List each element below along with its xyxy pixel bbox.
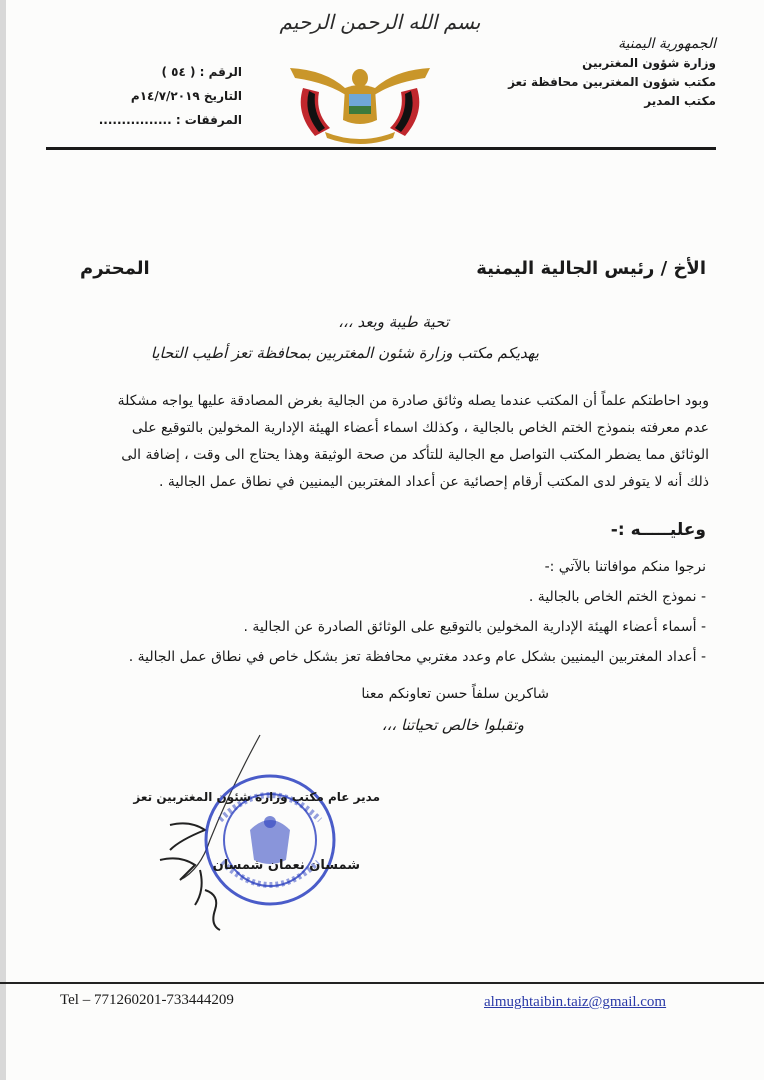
director-office: مكتب المدير xyxy=(644,94,716,108)
body-line: عدم معرفته بنموذج الختم الخاص بالجالية ، وكذلك اسماء أعضاء الهيئة الإدارية المخولين بالتوقيع على xyxy=(131,420,709,436)
letter-body xyxy=(57,388,709,496)
attachments: المرفقات : ................ xyxy=(98,113,242,127)
addressee: الأخ / رئيس الجالية اليمنية xyxy=(476,258,706,279)
page-edge xyxy=(0,0,6,1080)
letter-date: التاريخ ١٤/٧/٢٠١٩م xyxy=(130,89,242,103)
body-line: وبود احاطتكم علماً أن المكتب عندما يصله وثائق صادرة من الجالية بغرض المصادقة عليها يواجه مشكلة xyxy=(117,393,709,409)
reference-number: الرقم : ( ٥٤ ) xyxy=(161,65,242,79)
thanks-line: شاكرين سلفاً حسن تعاونكم معنا xyxy=(361,686,549,702)
list-item: - أعداد المغتربين اليمنيين بشكل عام وعدد مغتربي محافظة تعز بشكل خاص في نطاق عمل الجالية . xyxy=(128,649,706,665)
honorific: المحترم xyxy=(80,258,150,279)
footer-phone: Tel – 771260201-733444209 xyxy=(60,992,234,1008)
letterhead-right xyxy=(476,35,716,111)
yemen-eagle-emblem xyxy=(285,58,435,148)
closing-line: وتقبلوا خالص تحياتنا ،،، xyxy=(381,716,524,734)
greeting: تحية طيبة وبعد ،،، xyxy=(338,313,449,331)
list-item: - أسماء أعضاء الهيئة الإدارية المخولين بالتوقيع على الوثائق الصادرة عن الجالية . xyxy=(243,619,706,635)
header-rule xyxy=(46,147,716,150)
ministry-name: وزارة شؤون المغتربين xyxy=(582,56,716,70)
list-item: نرجوا منكم موافاتنا بالآتي :- xyxy=(544,559,706,575)
body-line: الوثائق مما يضطر المكتب التواصل مع الجالية للتأكد من صحة الوثيقة وهذا يحتاج الى وقت ، إضافة الى xyxy=(121,447,709,463)
list-item: - نموذج الختم الخاص بالجالية . xyxy=(528,589,706,605)
footer-rule xyxy=(0,982,764,984)
office-name: مكتب شؤون المغتربين محافظة تعز xyxy=(508,75,716,89)
republic-title: الجمهورية اليمنية xyxy=(617,36,716,52)
footer-email-link[interactable]: almughtaibin.taiz@gmail.com xyxy=(484,994,667,1010)
therefore-heading: وعليـــــه :- xyxy=(610,520,706,540)
bismillah: بسم الله الرحمن الرحيم xyxy=(279,10,481,34)
signatory-title: مدير عام مكتب وزارة شئون المغتربين تعز xyxy=(133,790,380,804)
signatory-name: شمسان نعمان شمسان xyxy=(212,858,360,873)
greeting-line-2: يهديكم مكتب وزارة شئون المغتربين بمحافظة تعز أطيب التحايا xyxy=(150,344,539,362)
body-line: ذلك أنه لا يتوفر لدى المكتب أرقام إحصائية عن أعداد المغتربين اليمنيين في نطاق عمل الجالية . xyxy=(158,474,709,490)
request-list xyxy=(66,552,706,672)
letterhead-left xyxy=(92,60,242,132)
